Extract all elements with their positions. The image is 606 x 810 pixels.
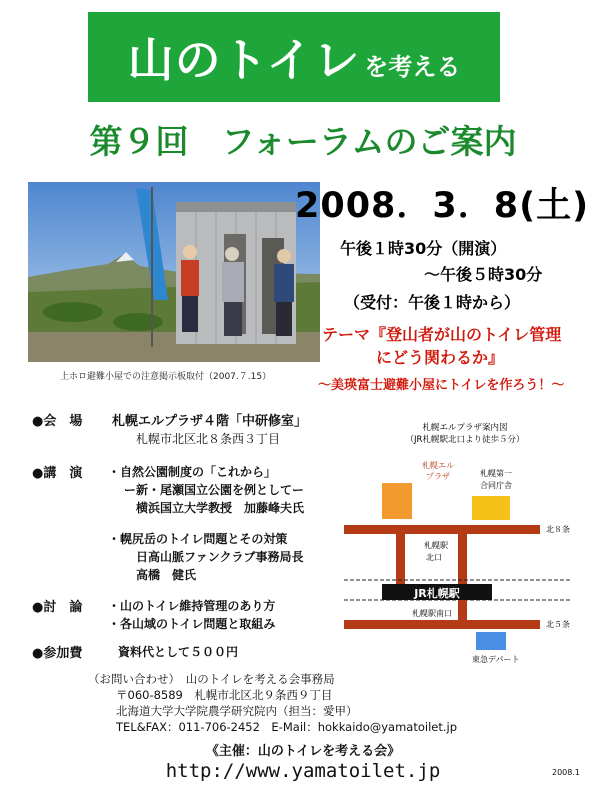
website-url[interactable]: http://www.yamatoilet.jp: [165, 760, 441, 782]
venue-name: 札幌エルプラザ４階「中研修室」: [112, 414, 308, 429]
lecture-speaker-1: 横浜国立大学教授 加藤峰夫氏: [136, 501, 305, 515]
map-kita5: 北５条: [546, 620, 570, 629]
kita8-street: [344, 525, 540, 534]
venue-map: [340, 420, 590, 670]
forum-title: 第９回 フォーラムのご案内: [89, 122, 517, 161]
tokyu-building: [476, 632, 506, 650]
map-jr: JR札幌駅: [414, 587, 460, 600]
kita5-street: [344, 620, 540, 629]
map-station-n2: 北口: [426, 553, 442, 562]
photo-caption: 上ホロ避難小屋での注意掲示板取付（2007.７.15）: [60, 372, 272, 382]
map-elplaza-1: 札幌エル: [422, 461, 454, 470]
title-suffix: を考える: [364, 52, 461, 81]
vertical-street-left: [396, 525, 405, 585]
contact-line-1: （お問い合わせ） 山のトイレを考える会事務局: [88, 672, 335, 686]
godo-building: [472, 496, 510, 520]
host-organization: 《主催：山のトイレを考える会》: [205, 744, 401, 759]
map-kita8: 北８条: [546, 525, 570, 534]
event-date: 2008．3．8(土): [295, 186, 590, 226]
lecture-label: ●講 演: [32, 466, 83, 481]
fee-label: ●参加費: [32, 646, 83, 661]
elplaza-building: [382, 483, 412, 519]
contact-line-4: TEL&FAX：011-706-2452 E-Mail：hokkaido@yamatoilet.jp: [116, 720, 458, 734]
event-time-end: ～午後５時30分: [424, 265, 543, 284]
map-station-n1: 札幌駅: [424, 541, 448, 550]
title-banner: [88, 12, 500, 102]
venue-address: 札幌市北区北８条西３丁目: [136, 432, 281, 446]
reception-time: （受付：午後１時から）: [344, 293, 521, 312]
lecture-speaker-2-org: 日高山脈ファンクラブ事務局長: [136, 550, 304, 564]
map-elplaza-2: プラザ: [426, 472, 450, 481]
contact-line-2: 〒060-8589 札幌市北区北９条西９丁目: [116, 688, 333, 702]
map-title: 札幌エルプラザ案内図: [422, 423, 508, 433]
discussion-item-1: ・山のトイレ維持管理のあり方: [108, 599, 276, 613]
map-godo-1: 札幌第一: [480, 469, 512, 478]
map-godo-2: 合同庁舎: [480, 481, 512, 490]
fee-value: 資料代として５００円: [118, 645, 239, 659]
discussion-item-2: ・各山域のトイレ問題と取組み: [108, 617, 276, 631]
discussion-label: ●討 論: [32, 600, 83, 615]
lecture-topic-1-sub: ー新・尾瀬国立公園を例としてー: [124, 483, 305, 497]
theme-line-2: にどう関わるか』: [376, 348, 505, 367]
theme-subtitle: ～美瑛富士避難小屋にトイレを作ろう！～: [318, 378, 565, 393]
lecture-speaker-2-name: 高橋 健氏: [136, 568, 197, 582]
map-station-s: 札幌駅南口: [412, 609, 452, 618]
toilet-photo: [28, 182, 320, 362]
venue-label: ●会 場: [32, 414, 83, 429]
event-time-start: 午後１時30分（開演）: [340, 239, 507, 258]
title-main: 山のトイレ: [127, 33, 361, 87]
issue-date: 2008.1: [552, 768, 580, 777]
lecture-topic-1: ・自然公園制度の「これから」: [108, 465, 277, 479]
theme-line-1: テーマ『登山者が山のトイレ管理: [322, 325, 562, 344]
vertical-street-center: [458, 525, 467, 585]
map-subtitle: （JR札幌駅北口より徒歩５分）: [405, 435, 525, 445]
contact-line-3: 北海道大学大学院農学研究院内（担当：愛甲）: [116, 704, 358, 718]
lecture-topic-2: ・幌尻岳のトイレ問題とその対策: [108, 532, 288, 546]
map-tokyu: 東急デパート: [472, 655, 520, 664]
